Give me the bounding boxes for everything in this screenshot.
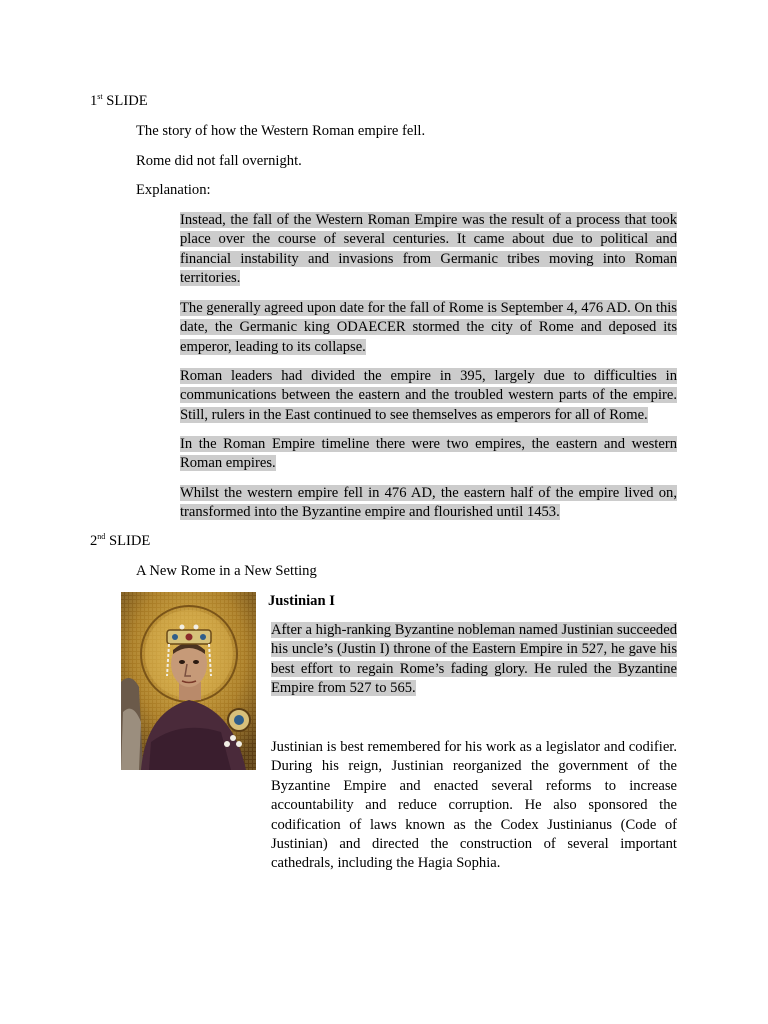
paragraph-fall-process bbox=[180, 211, 677, 289]
slide-1-line-explanation: Explanation: bbox=[136, 182, 211, 198]
paragraph-fall-date bbox=[180, 299, 677, 357]
paragraph-justinian-succession bbox=[271, 621, 677, 699]
justinian-portrait-image bbox=[121, 592, 256, 770]
highlighted-text: After a high-ranking Byzantine nobleman named Justinian succeeded his uncle’s (Justin I) throne of the Eastern Empire in 527, he gave his best effort to regain Rome’s fading glory. He ruled the Byzantine Empire from 527 to 565. bbox=[271, 622, 677, 697]
slide-1-number: 1 bbox=[90, 93, 98, 109]
paragraph-byzantine bbox=[180, 484, 677, 523]
slide-2-number: 2 bbox=[90, 533, 98, 549]
slide-1-line-overnight: Rome did not fall overnight. bbox=[136, 153, 302, 169]
highlighted-text: In the Roman Empire timeline there were two empires, the eastern and western Roman empires. bbox=[180, 436, 677, 472]
paragraph-two-empires bbox=[180, 435, 677, 474]
slide-1-word: SLIDE bbox=[106, 93, 148, 109]
highlighted-text: The generally agreed upon date for the fall of Rome is September 4, 476 AD. On this date, the Germanic king ODAECER stormed the city of Rome and deposed its emperor, leading to its collapse. bbox=[180, 300, 677, 355]
slide-1-ordinal: st bbox=[97, 92, 103, 101]
paragraph-justinian-legislator: Justinian is best remembered for his work as a legislator and codifier. During his reign, Justinian reorganized the government of the Byzantine Empire and enacted several reforms to increase accountability and reduce corruption. He also sponsored the codification of laws known as the Codex Justinianus (Code of Justinian) and directed the construction of several important cathedrals, including the Hagia Sophia. bbox=[271, 739, 677, 872]
slide-1-heading bbox=[90, 92, 148, 111]
paragraph-divided-empire bbox=[180, 367, 677, 425]
highlighted-text: Roman leaders had divided the empire in 395, largely due to difficulties in communications between the eastern and the troubled western parts of the empire. Still, rulers in the East continued to see themselves as emperors for all of Rome. bbox=[180, 368, 677, 423]
highlighted-text: Instead, the fall of the Western Roman Empire was the result of a process that took place over the course of several centuries. It came about due to political and financial instability and invasions from Germanic tribes moving into Roman territories. bbox=[180, 212, 677, 287]
justinian-title: Justinian I bbox=[268, 593, 335, 609]
slide-2-heading bbox=[90, 532, 150, 551]
slide-2-word: SLIDE bbox=[108, 533, 151, 549]
slide-2-ordinal: nd bbox=[97, 532, 106, 541]
highlighted-text: Whilst the western empire fell in 476 AD, the eastern half of the empire lived on, transformed into the Byzantine empire and flourished until 1453. bbox=[180, 485, 677, 521]
slide-1-line-story: The story of how the Western Roman empire fell. bbox=[136, 123, 426, 139]
slide-2-subtitle: A New Rome in a New Setting bbox=[136, 563, 317, 579]
